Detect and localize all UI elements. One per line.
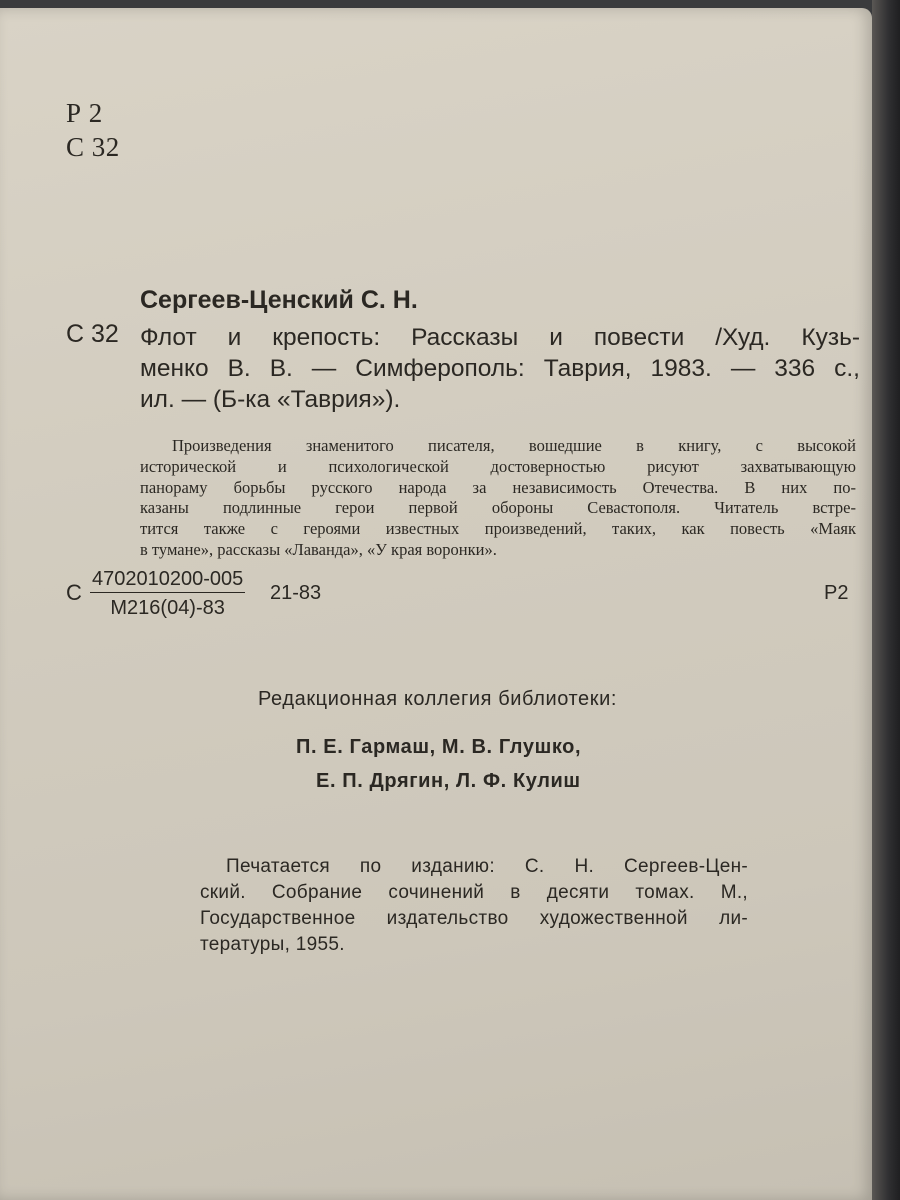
bib-line: Флот и крепость: Рассказы и повести /Худ. Кузь-	[140, 324, 860, 351]
printed-from-note	[200, 854, 748, 958]
classification-denominator: М216(04)-83	[110, 597, 225, 619]
annotation-line: исторической и психологической достоверностью рисуют захватывающую	[140, 456, 856, 476]
bib-line: ил. — (Б-ка «Таврия»).	[140, 386, 401, 413]
note-line: Печатается по изданию: С. Н. Сергеев-Цен-	[226, 856, 748, 877]
editorial-board-members-line: П. Е. Гармаш, М. В. Глушко,	[296, 736, 582, 758]
annotation-line: в тумане», рассказы «Лаванда», «У края воронки».	[140, 539, 497, 559]
classification-code: 21-83	[270, 582, 322, 604]
annotation-line: Произведения знаменитого писателя, вошедшие в книгу, с высокой	[172, 436, 856, 455]
classification-fraction	[90, 566, 245, 621]
udc-code: Р 2	[66, 98, 103, 128]
note-line: Государственное издательство художественной ли-	[200, 908, 748, 929]
note-line: ский. Собрание сочинений в десяти томах. М.,	[200, 882, 748, 903]
annotation-line: панораму борьбы русского народа за независимость Отечества. В них по-	[140, 477, 856, 497]
annotation	[140, 436, 856, 561]
bib-line: менко В. В. — Симферополь: Таврия, 1983. — 336 с.,	[140, 355, 860, 382]
book-spine-edge	[872, 0, 900, 1200]
editorial-board-members-line: Е. П. Дрягин, Л. Ф. Кулиш	[316, 770, 581, 792]
editorial-board-title: Редакционная коллегия библиотеки:	[258, 688, 618, 710]
note-line: тературы, 1955.	[200, 934, 345, 955]
entry-author-mark: С 32	[66, 320, 119, 348]
bibliographic-description	[140, 322, 860, 415]
author-mark-code: С 32	[66, 132, 120, 162]
author-name: Сергеев-Ценский С. Н.	[140, 286, 418, 314]
annotation-line: тится также с героями известных произведений, таких, как повесть «Маяк	[140, 519, 856, 539]
classification-right-code: Р2	[824, 582, 849, 604]
classification-letter: С	[66, 580, 82, 605]
classification-numerator: 4702010200-005	[90, 566, 245, 593]
annotation-line: казаны подлинные герои первой обороны Севастополя. Читатель встре-	[140, 498, 856, 518]
